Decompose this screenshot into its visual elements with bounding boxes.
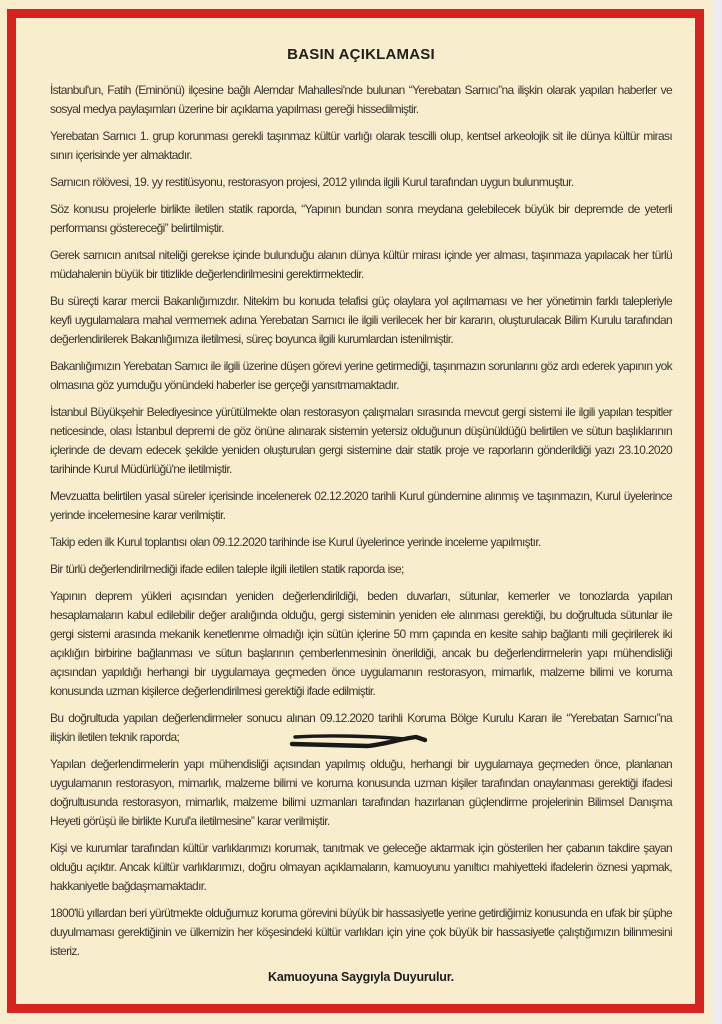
press-release-document [50,46,672,986]
paragraph-registration-status: Yerebatan Sarnıcı 1. grup korunması gerekli taşınmaz kültür varlığı olarak tescilli olup, kentsel arkeolojik sit ile dünya kültür mirası sınırı içerisinde yer almaktadır. [50,129,672,162]
paragraph-rebuttal: Bakanlığımızın Yerebatan Sarnıcı ile ilgili üzerine düşen görevi yerine getirmediği, taşınmazın sorunlarını göz ardı ederek yapının yok olmasına göz yumduğu yönündeki haberler ise gerçeği yansıtmamaktadır. [50,359,672,392]
paragraph-monumental-quality: Gerek sarnıcın anıtsal niteliği gerekse içinde bulunduğu alanın dünya kültür mirası içinde yer alması, taşınmaza yapılacak her türlü müdahalenin büyük bir titizlikle değerlendirilmesini gerektirmektedir. [50,248,672,281]
document-title: BASIN AÇIKLAMASI [287,46,435,63]
paragraph-intro: İstanbul'un, Fatih (Eminönü) ilçesine bağlı Alemdar Mahallesi'nde bulunan “Yerebatan Sarnıcı”na ilişkin olarak yapılan haberler ve sosyal medya paylaşımları üzerine bir açıklama yapılması gereği hissedilmiştir. [50,83,672,116]
paragraph-inspection-09-12-2020: Takip eden ilk Kurul toplantısı olan 09.12.2020 tarihinde ise Kurul üyelerince yerinde inceleme yapılmıştır. [50,535,541,549]
paragraph-decision-content: Yapılan değerlendirmelerin yapı mühendisliği açısından yapılmış olduğu, herhangi bir uygulamaya geçmeden önce, planlanan uygulamanın restorasyon, mimarlık, malzeme bilimi ve koruma konusunda uzman kişiler tarafından onaylanması gerektiği ifadesi doğrultusunda restorasyon, mimarlık, malzeme bilimi uzmanları tarafından hazırlanan güçlendirme projelerinin Bilimsel Danışma Heyeti görüşü ile birlikte Kurul'a iletilmesine” karar verilmiştir. [50,757,672,828]
photo-page-edge [708,0,722,1024]
paragraph-fairness: Kişi ve kurumlar tarafından kültür varlıklarımızı korumak, tanıtmak ve geleceğe aktarmak için gösterilen her çabanın takdire şayan olduğu açıktır. Ancak kültür varlıklarımızı, doğru olmayan açıklamaların, kamuoyunu yanıltıcı mahiyetteki ifadelerin öznesi yapmak, hakkaniyetle bağdaşmamaktadır. [50,841,672,893]
redaction-scribble-icon [288,731,430,751]
paragraph-agenda-02-12-2020: Mevzuatta belirtilen yasal süreler içerisinde incelenerek 02.12.2020 tarihli Kurul gündemine alınmış ve taşınmazın, Kurul üyelerince yerinde incelemesine karar verilmiştir. [50,489,672,522]
paragraph-2012-approval: Sarnıcın rölövesi, 19. yy restitüsyonu, restorasyon projesi, 2012 yılında ilgili Kurul tarafından uygun bulunmuştur. [50,175,574,189]
paragraph-ibb-restoration: İstanbul Büyükşehir Belediyesince yürütülmekte olan restorasyon çalışmaları sırasında mevcut gergi sistemi ile ilgili yapılan tespitler neticesinde, olası İstanbul depremi de göz önüne alınarak sistemin yetersiz olduğunun düşünüldüğü belirtilen ve sütun başlıklarının içlerinde de devam edecek şekilde yeniden oluşturulan gergi sistemine dair statik proje ve raporların gönderildiği yazı 23.10.2020 tarihinde Kurul Müdürlüğü'ne iletilmiştir. [50,405,672,476]
paragraph-board-decision-text: Bu doğrultuda yapılan değerlendirmeler sonucu alınan 09.12.2020 tarihli Koruma Bölge Kurulu Kararı ile “Yerebatan Sarnıcı”na ilişkin iletilen teknik raporda; [50,711,672,744]
paragraph-static-report-quote: Söz konusu projelerle birlikte iletilen statik raporda, “Yapının bundan sonra meydana gelebilecek büyük bir depremde de yeterli performansı göstereceği” belirtilmiştir. [50,202,672,235]
paragraph-engineering-assessment: Yapının deprem yükleri açısından yeniden değerlendirildiği, beden duvarları, sütunlar, kemerler ve tonozlarda yapılan hesaplamaların kabul edilebilir değer aralığında olduğu, gergi sisteminin yeniden ele alınması gerektiği, bu doğrultuda sütunlar ile gergi sistemi arasında mekanik kenetlenme olmadığı için sütün içlerine 50 mm çapında en kesite sahip bağlantı mili geçirilerek iki açıklığın birbirine bağlanması ve sütun başlarının çemberlenmesinin önerildiği, ancak bu değerlendirmelerin yapı mühendisliği açısından yapıldığı herhangi bir uygulamaya geçmeden önce uygulamanın restorasyon, mimarlık, malzeme bilimi ve koruma konusunda uzman kişilerce değerlendirilmesi gerektiği ifade edilmiştir. [50,589,672,698]
paragraph-static-report-lead-in: Bir türlü değerlendirilmediği ifade edilen taleple ilgili iletilen statik raporda ise; [50,562,404,576]
paragraph-board-decision-lead-in [50,709,672,747]
paragraph-ministry-authority: Bu süreçti karar mercii Bakanlığımızdır. Nitekim bu konuda telafisi güç olaylara yol açılmaması ve her yönetimin farklı talepleriyle keyfi uygulamalara mahal vermemek adına Yerebatan Sarnıcı ile ilgili verilecek her bir kararın, oluşturulacak Bilim Kurulu tarafından değerlendirilerek Bakanlığımıza iletilmesi, süreç boyunca ilgili kurumlardan istenilmiştir. [50,294,672,346]
paragraph-heritage-commitment: 1800'lü yıllardan beri yürütmekte olduğumuz koruma görevini büyük bir hassasiyetle yerine getirdiğimiz konusunda en ufak bir şüphe duyulmaması gerektiğinin ve ülkemizin her köşesindeki kültür varlıkları için yine çok büyük bir hassasiyetle çalıştığımızın bilinmesini isteriz. [50,906,672,958]
closing-statement: Kamuoyuna Saygıyla Duyurulur. [268,970,454,984]
